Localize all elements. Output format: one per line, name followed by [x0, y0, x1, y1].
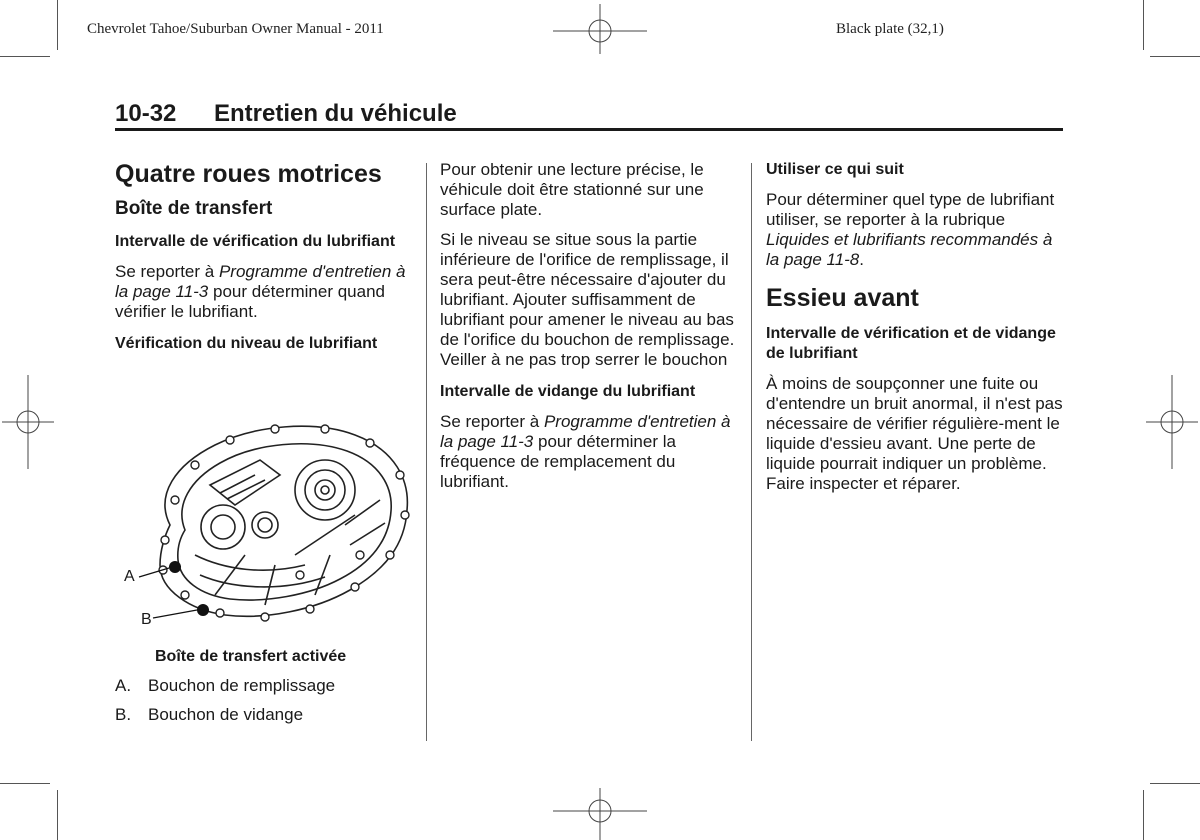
column-3 [766, 160, 1066, 494]
column-divider [751, 163, 752, 741]
list-item: B. Bouchon de vidange [115, 705, 304, 724]
link-recommended-fluids[interactable]: Liquides et lubrifiants recommandés à la page 11-8 [766, 230, 1053, 269]
registration-mark-icon [553, 4, 647, 54]
figure-caption: Boîte de transfert activée [155, 648, 347, 665]
column-1 [115, 160, 415, 354]
heading-drain-interval: Intervalle de vidange du lubrifiant [440, 383, 696, 400]
heading-front-axle-interval: Intervalle de vérification et de vidange de lubrifiant [766, 325, 1056, 362]
crop-mark [1150, 783, 1200, 784]
header-rule [115, 128, 1063, 131]
link-maintenance-schedule[interactable]: Programme d'entretien à la page 11-3 [115, 262, 406, 301]
column-divider [426, 163, 427, 741]
page-number: 10-32 [115, 100, 177, 127]
list-item: A. Bouchon de remplissage [115, 676, 336, 695]
callout-b: B [141, 611, 152, 628]
registration-mark-icon [553, 788, 647, 840]
callout-a: A [124, 568, 135, 585]
paragraph-lubricant-type: Pour déterminer quel type de lubrifiant utiliser, se reporter à la rubrique Liquides et lubrifiants recommandés à la page 11-8. [766, 190, 1055, 269]
manual-title: Chevrolet Tahoe/Suburban Owner Manual - 2011 [87, 21, 384, 37]
registration-mark-icon [1146, 375, 1198, 469]
crop-mark [57, 0, 58, 50]
heading-front-axle: Essieu avant [766, 284, 919, 312]
crop-mark [1143, 0, 1144, 50]
heading-level-check: Vérification du niveau de lubrifiant [115, 335, 378, 352]
registration-mark-icon [2, 375, 54, 469]
link-maintenance-schedule[interactable]: Programme d'entretien à la page 11-3 [440, 412, 731, 451]
heading-four-wheel-drive: Quatre roues motrices [115, 160, 382, 188]
column-2 [440, 160, 740, 492]
plate-label: Black plate (32,1) [836, 21, 944, 37]
heading-use-following: Utiliser ce qui suit [766, 161, 904, 178]
crop-mark [57, 790, 58, 840]
heading-check-interval: Intervalle de vérification du lubrifiant [115, 233, 396, 250]
paragraph-check-interval: Se reporter à Programme d'entretien à la page 11-3 pour déterminer quand vérifier le lubrifiant. [115, 262, 406, 321]
crop-mark [0, 783, 50, 784]
crop-mark [1150, 56, 1200, 57]
crop-mark [1143, 790, 1144, 840]
paragraph-level-low: Si le niveau se situe sous la partie inférieure de l'orifice de remplissage, il sera peut-être nécessaire d'ajouter du lubrifiant. Ajouter suffisamment de lubrifiant pour amener le niveau au bas de l'orifice du bouchon de remplissage. Veiller à ne pas trop serrer le bouchon [440, 230, 735, 369]
paragraph-accurate-reading: Pour obtenir une lecture précise, le véhicule doit être stationné sur une surface plate. [440, 160, 704, 219]
paragraph-front-axle: À moins de soupçonner une fuite ou d'entendre un bruit anormal, il n'est pas nécessaire de vérifier régulière-ment le liquide d'essieu avant. Une perte de liquide pourrait indiquer un problème. Faire inspecter et réparer. [766, 374, 1063, 493]
paragraph-drain-interval: Se reporter à Programme d'entretien à la page 11-3 pour déterminer la fréquence de remplacement du lubrifiant. [440, 412, 731, 491]
heading-transfer-case: Boîte de transfert [115, 198, 273, 219]
transfer-case-illustration [115, 405, 420, 635]
section-title: Entretien du véhicule [214, 100, 457, 127]
crop-mark [0, 56, 50, 57]
